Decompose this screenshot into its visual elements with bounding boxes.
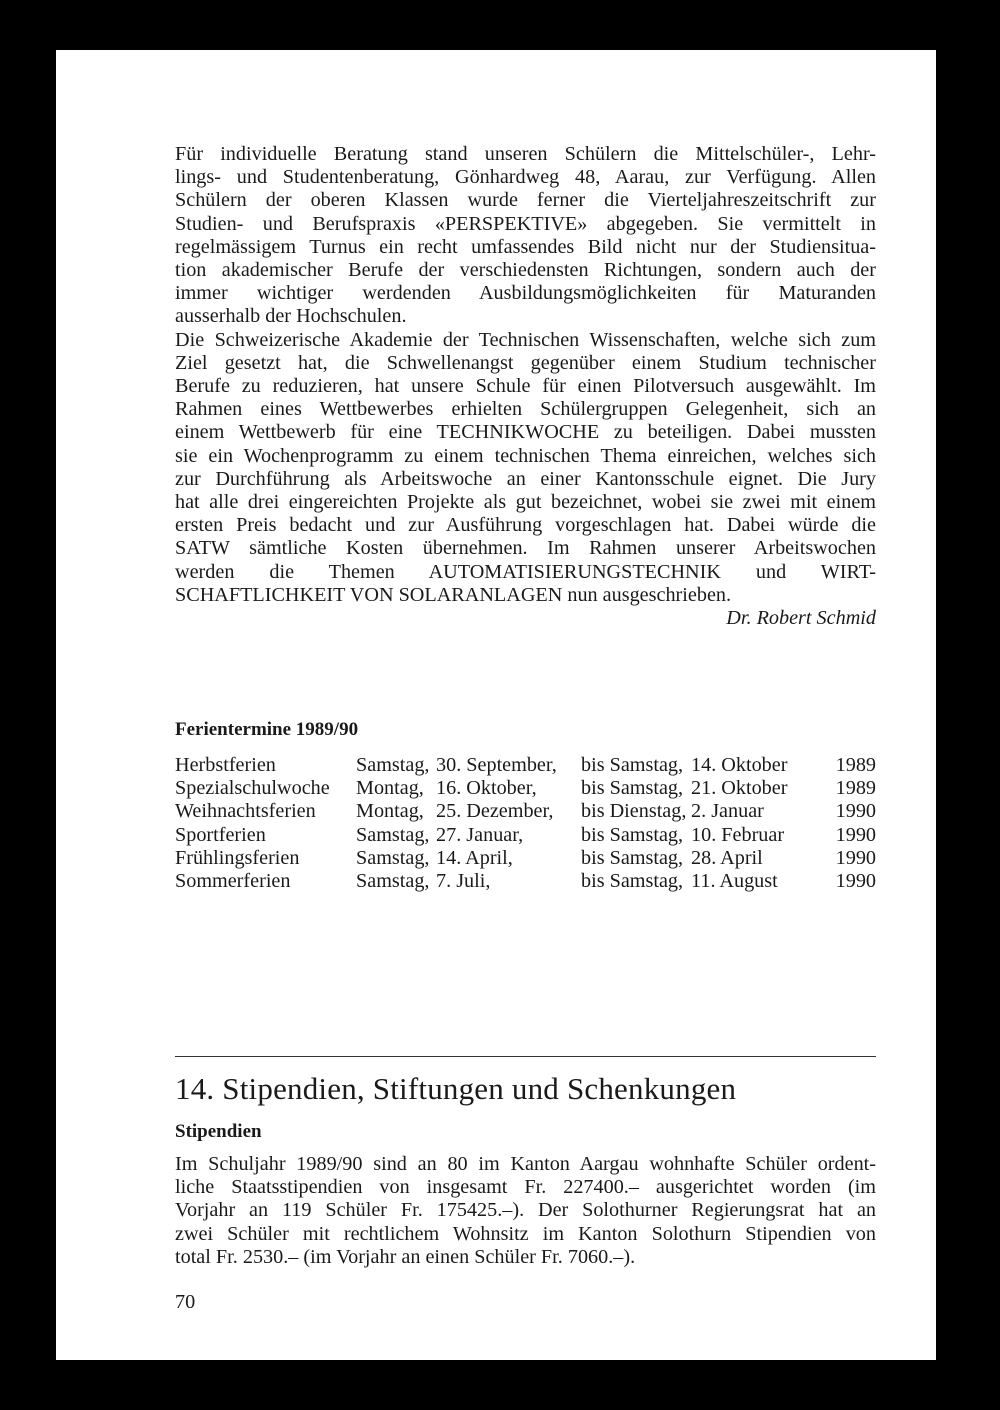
text-line: hat alle drei eingereichten Projekte als gut bezeichnet, wobei sie zwei mit einem — [175, 491, 876, 514]
text-line: zwei Schüler mit rechtlichem Wohnsitz im Kanton Solothurn Stipendien von — [175, 1222, 876, 1245]
holiday-year: 1989 — [835, 777, 876, 800]
holiday-from-day: Montag, — [356, 777, 424, 800]
section-divider — [175, 1056, 876, 1057]
holiday-row — [175, 777, 876, 800]
text-line: Vorjahr an 119 Schüler Fr. 175425.–). Der Solothurner Regierungsrat hat an — [175, 1199, 876, 1222]
holiday-from-date: 14. April, — [436, 846, 513, 869]
stipendien-heading: Stipendien — [175, 1121, 262, 1142]
holiday-row — [175, 870, 876, 893]
holiday-to-day: bis Samstag, — [581, 823, 684, 846]
holiday-to-date: 2. Januar — [691, 800, 764, 823]
holiday-to-day: bis Samstag, — [581, 870, 684, 893]
holiday-name: Herbstferien — [175, 754, 276, 776]
holiday-row — [175, 824, 876, 847]
text-line: Berufe zu reduzieren, hat unsere Schule für einen Pilotversuch ausgewählt. Im — [175, 375, 876, 398]
text-line: Ziel gesetzt hat, die Schwellenangst gegenüber einem Studium technischer — [175, 351, 876, 374]
holiday-to-day: bis Dienstag, — [581, 800, 687, 823]
holiday-name: Spezialschulwoche — [175, 777, 330, 800]
holiday-to-date: 28. April — [691, 846, 763, 869]
paragraph-beratung — [175, 143, 876, 329]
holiday-year: 1990 — [835, 870, 876, 893]
holiday-name: Sportferien — [175, 823, 266, 846]
holiday-to-date: 21. Oktober — [691, 777, 788, 800]
text-line: Für individuelle Beratung stand unseren Schülern die Mittelschüler-, Lehr- — [175, 143, 876, 165]
holiday-row — [175, 754, 876, 777]
text-line: tion akademischer Berufe der verschiedensten Richtungen, sondern auch der — [175, 259, 876, 282]
holiday-from-date: 25. Dezember, — [436, 800, 554, 823]
text-line: immer wichtiger werdenden Ausbildungsmöglichkeiten für Maturanden — [175, 282, 876, 305]
text-line: SATW sämtliche Kosten übernehmen. Im Rahmen unserer Arbeitswochen — [175, 537, 876, 560]
holidays-table — [175, 754, 876, 893]
holiday-from-date: 30. September, — [436, 754, 557, 776]
holiday-to-date: 10. Februar — [691, 823, 785, 846]
paragraph-satw — [175, 329, 876, 607]
holiday-year: 1990 — [835, 823, 876, 846]
paragraph-stipendien — [175, 1153, 876, 1269]
holiday-to-day: bis Samstag, — [581, 777, 684, 800]
holiday-year: 1990 — [835, 800, 876, 823]
holiday-row — [175, 800, 876, 823]
holiday-to-date: 14. Oktober — [691, 754, 788, 776]
text-line: regelmässigem Turnus ein recht umfassendes Bild nicht nur der Studiensitua- — [175, 235, 876, 258]
text-line: Studien- und Berufspraxis «PERSPEKTIVE» abgegeben. Sie vermittelt in — [175, 212, 876, 235]
text-line: Schülern der oberen Klassen wurde ferner die Vierteljahreszeitschrift zur — [175, 189, 876, 212]
document-page — [56, 50, 936, 1360]
holiday-from-date: 7. Juli, — [436, 870, 491, 893]
holiday-from-date: 27. Januar, — [436, 823, 524, 846]
text-line: ausserhalb der Hochschulen. — [175, 305, 407, 328]
text-line: Im Schuljahr 1989/90 sind an 80 im Kanton Aargau wohnhafte Schüler ordent- — [175, 1153, 876, 1175]
text-line: werden die Themen AUTOMATISIERUNGSTECHNIK und WIRT- — [175, 560, 876, 583]
text-line: zur Durchführung als Arbeitswoche an einer Kantonsschule eignet. Die Jury — [175, 467, 876, 490]
holiday-name: Sommerferien — [175, 870, 291, 893]
holidays-heading: Ferientermine 1989/90 — [175, 719, 359, 740]
text-line: SCHAFTLICHKEIT VON SOLARANLAGEN nun ausgeschrieben. — [175, 583, 732, 606]
holiday-from-day: Samstag, — [356, 846, 430, 869]
page-number: 70 — [175, 1291, 196, 1313]
holiday-from-day: Samstag, — [356, 754, 430, 776]
holiday-row — [175, 847, 876, 870]
holiday-year: 1990 — [835, 846, 876, 869]
holiday-from-date: 16. Oktober, — [436, 777, 537, 800]
text-line: total Fr. 2530.– (im Vorjahr an einen Schüler Fr. 7060.–). — [175, 1245, 636, 1268]
text-line: lings- und Studentenberatung, Gönhardweg 48, Aarau, zur Verfügung. Allen — [175, 166, 876, 189]
holiday-from-day: Montag, — [356, 800, 424, 823]
text-line: liche Staatsstipendien von insgesamt Fr. 227400.– ausgerichtet worden (im — [175, 1176, 876, 1199]
chapter-title: 14. Stipendien, Stiftungen und Schenkungen — [175, 1071, 737, 1106]
text-line: ersten Preis bedacht und zur Ausführung vorgeschlagen hat. Dabei würde die — [175, 514, 876, 537]
holiday-from-day: Samstag, — [356, 870, 430, 893]
holiday-to-date: 11. August — [691, 870, 778, 893]
text-line: sie ein Wochenprogramm zu einem technischen Thema einreichen, welches sich — [175, 444, 876, 467]
text-line: einem Wettbewerb für eine TECHNIKWOCHE zu beteiligen. Dabei mussten — [175, 421, 876, 444]
holiday-name: Frühlingsferien — [175, 846, 300, 869]
holiday-year: 1989 — [835, 754, 876, 776]
holiday-from-day: Samstag, — [356, 823, 430, 846]
holiday-name: Weihnachtsferien — [175, 800, 316, 823]
page-content — [175, 143, 876, 1313]
text-line: Rahmen eines Wettbewerbes erhielten Schülergruppen Gelegenheit, sich an — [175, 398, 876, 421]
author-signature: Dr. Robert Schmid — [726, 607, 876, 630]
text-line: Die Schweizerische Akademie der Technischen Wissenschaften, welche sich zum — [175, 328, 876, 351]
holiday-to-day: bis Samstag, — [581, 754, 684, 776]
holiday-to-day: bis Samstag, — [581, 846, 684, 869]
